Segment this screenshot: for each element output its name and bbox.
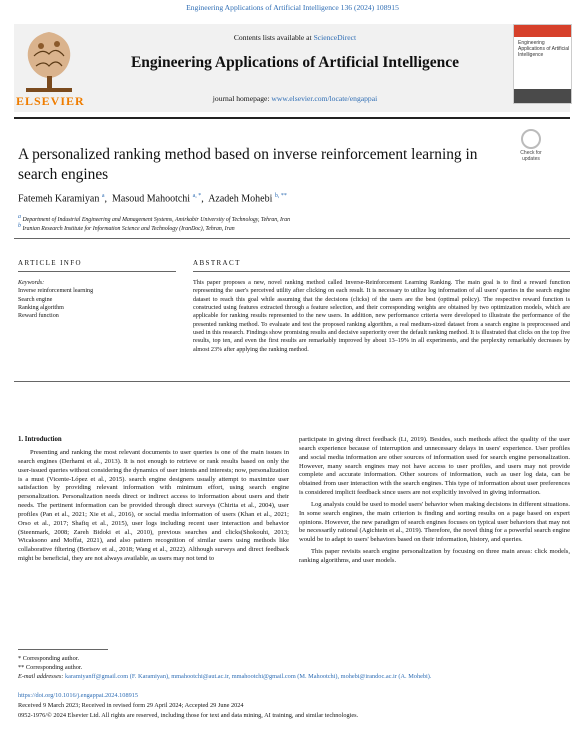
homepage-prefix: journal homepage: <box>212 94 272 103</box>
cover-title: Engineering Applications of Artificial Intelligence <box>518 40 570 58</box>
intro-paragraph: Presenting and ranking the most relevant documents to user queries is one of the main issues in search engines (Derhami et al., 2013). It is not enough to retrieve or rank results based on only the user-issued queries without considering the dynamics of user intents and interests; now, personalization is a must (Vicente-López et al., 2015). search engine designers usually attempt to maximize user satisfaction by providing relevant information with minimum effort, using search engine personalization. Personalization needs direct or indirect access to information about users and their needs. The pertinent information can be provided through direct surveys (Chirita et al., 2004), user profiles (Pan et al., 2021; Xie et al., 2016), or social media information of users (Khan et al., 2021; Orso et al., 2017; Shafiq et al., 2015), user logs including recent user interaction and behavior (Steenmark, 2008; Zareh Bidoki et al., 2010), previous searches and clicks(Shokouhi, 2013; Wicaksono and Moffat, 2021), and also pattern recognition of similar users using methods like collaborative filtering (Borisov et al., 2018; Wang et al., 2022). Although surveys and direct feedback might be beneficial, they are not always available, as users may not tend to <box>18 449 289 563</box>
abstract-heading: ABSTRACT <box>193 259 241 267</box>
author-name[interactable]: Azadeh Mohebi <box>208 193 273 205</box>
doi-link[interactable]: https://doi.org/10.1016/j.engappai.2024.108915 <box>18 692 139 699</box>
check-updates-icon <box>521 129 541 149</box>
elsevier-tree-logo <box>16 26 82 94</box>
journal-reference[interactable]: Engineering Applications of Artificial Intelligence 136 (2024) 108915 <box>186 3 399 12</box>
author-list: Fatemeh Karamiyan $^a$, Masoud Mahootchi $^{a, *}$, Azadeh Mohebi $^{b, **}$ <box>18 193 287 205</box>
footnote-corresponding-1: * Corresponding author. <box>18 655 80 662</box>
article-info-heading: ARTICLE INFO <box>18 259 83 267</box>
keywords-label: Keywords: <box>18 280 45 286</box>
cover-bottom-band <box>514 89 571 103</box>
emails-label: E-mail addresses: <box>18 673 64 680</box>
journal-homepage-link[interactable]: www.elsevier.com/locate/engappai <box>271 94 378 103</box>
journal-name: Engineering Applications of Artificial Intelligence <box>130 54 460 71</box>
contents-prefix: Contents lists available at <box>233 33 314 42</box>
header-divider <box>14 117 570 119</box>
journal-cover-thumbnail[interactable] <box>513 24 572 104</box>
introduction-heading: 1. Introduction <box>18 436 62 443</box>
intro-column-2 <box>299 436 570 566</box>
check-for-updates-badge[interactable] <box>512 129 550 169</box>
sciencedirect-link[interactable]: ScienceDirect <box>313 33 357 42</box>
article-info-rule <box>18 271 176 272</box>
affiliation-b <box>18 223 235 232</box>
email-addresses[interactable]: karamiyanff@gmail.com (F. Karamiyan), mmahootchi@aut.ac.ir, mmahootchi@gmail.com (M. Mahootchi), mohebi@irandoc.ac.ir (A. Mohebi). <box>65 673 432 680</box>
affiliation-mark: a <box>18 214 21 220</box>
affiliation-text: Iranian Research Institute for Information Science and Technology (IranDoc), Tehran, Iran <box>22 225 235 232</box>
article-title: A personalized ranking method based on inverse reinforcement learning in search engines <box>18 146 478 184</box>
keyword-item: Reward function <box>18 313 59 320</box>
author-marks[interactable]: a <box>101 193 105 199</box>
keyword-item: Search engine <box>18 296 53 303</box>
intro-paragraph: This paper revisits search engine personalization by focusing on three main areas: click models, ranking algorithms, and user models. <box>299 548 570 564</box>
keywords-block <box>18 279 178 320</box>
intro-paragraph: participate in giving direct feedback (Li, 2019). Besides, such methods affect the quality of the user search experience because of interruption and unnecessary delays in users' experience. User profiles and social media information are other sources of information used for search engine personalization. However, many search engines may not have access to user profiles, and users may not provide complete and accurate information. Other sources of information, such as user log data, can be obtained from user interaction with the search engines. This type of information about user preferences is considered implicit feedback since users are not explicitly involved in giving information. <box>299 436 570 497</box>
author-name[interactable]: Fatemeh Karamiyan <box>18 193 100 205</box>
author-name[interactable]: Masoud Mahootchi <box>112 193 191 205</box>
affiliation-mark: b <box>18 223 21 229</box>
keyword-item: Inverse reinforcement learning <box>18 288 94 295</box>
received-dates: Received 9 March 2023; Received in revised form 29 April 2024; Accepted 29 June 2024 <box>18 702 244 709</box>
intro-paragraph: Log analysis could be used to model users' behavior when making decisions in different situations. In some search engines, the main criterion is finding and sorting results on a page based on expert opinions. However, the new paradigm of search engines focuses on typical user behaviors that may not be necessarily rational (Agichtein et al., 2019). Therefore, the novel thing for a powerful search engine would be to adapt to users' behaviors based on their information, history, and queries. <box>299 500 570 544</box>
publisher-name: ELSEVIER <box>16 94 85 108</box>
footnote-rule <box>18 649 108 650</box>
author-marks[interactable]: a, * <box>192 193 202 199</box>
abstract-text: This paper proposes a new, novel ranking method called Inverse-Reinforcement Learning Ranking. The main goal is to find a reward function representing the user's perceived utility after clicking on each result. It is necessary to utilize log information of all users' queries in the search engine dataset to reach this goal while assuming that the decisions (clicks) of the users are the best (optimal policy). The respective reward function is constructed using features extracted through a feature selection, and their corresponding weights are obtained by two optimization models, which are applicable for ranking results represented to the new users. In addition, new performance criteria were developed to illustrate the performance of the presented ranking method. To evaluate and test the proposed ranking algorithm, a real medium-sized dataset from a search engine is preprocessed and used in this research. Findings show promising results and decisive superiority over the default ranking method. It is illustrated that clicks on the top five results, top ten, and even the first results are remarkably improved by about 13–19% in all experiments, and the perplexity remarkably decreases by almost 23% after applying the ranking method. <box>193 280 570 353</box>
affiliation-text: Department of Industrial Engineering and Management Systems, Amirkabir University of Technology, Tehran, Iran <box>22 216 291 223</box>
footnote-emails <box>18 673 573 680</box>
intro-column-1 <box>18 449 289 564</box>
check-updates-label: Check for updates <box>520 150 542 162</box>
author-marks[interactable]: b, ** <box>274 193 287 199</box>
homepage-line <box>90 94 500 103</box>
abstract-rule <box>193 271 570 272</box>
affiliation-a <box>18 214 290 223</box>
copyright-line: 0952-1976/© 2024 Elsevier Ltd. All rights are reserved, including those for text and data mining, AI training, and similar technologies. <box>18 712 359 719</box>
abstract-end-divider <box>14 381 570 382</box>
keyword-item: Ranking algorithm <box>18 304 64 311</box>
contents-line <box>90 33 500 42</box>
cover-top-band <box>514 25 571 37</box>
affiliation-divider <box>14 238 570 239</box>
footnote-corresponding-2: ** Corresponding author. <box>18 664 83 671</box>
